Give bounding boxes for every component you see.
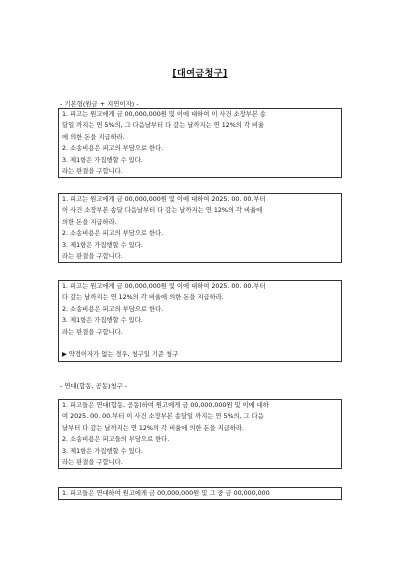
document-title: [대여금청구] (172, 69, 228, 79)
claim-line: 1. 피고들은 연대하여 원고에게 금 00,000,000원 및 그 중 금 00,000,000 (62, 490, 270, 497)
claim-line: 라는 판결을 구합니다. (62, 328, 123, 336)
claim-line: 달일 까지는 연 5%의, 그 다음날부터 다 갚는 날까지는 연 12%의 각 비율 (62, 122, 265, 130)
claim-line: 라는 판결을 구합니다. (62, 167, 123, 175)
claim-line: 라는 판결을 구합니다. (62, 252, 123, 260)
claim-box-3 (58, 280, 342, 362)
claim-box-2 (58, 193, 342, 263)
claim-line: 2. 소송비용은 피고들의 부담으로 한다. (62, 436, 170, 444)
claim-box-4 (58, 399, 342, 469)
claim-line: 3. 제1항은 가집행할 수 있다. (62, 447, 143, 455)
claim-line: 의한 돈을 지급하라. (62, 218, 117, 226)
claim-line: 3. 제1항은 가집행할 수 있다. (62, 241, 143, 249)
claim-line: 1. 피고들은 연대(합동, 공동)하여 원고에게 금 00,000,000원 및 이에 대하 (62, 402, 269, 409)
claim-line: 여 2025. 00. 00.부터 이 사건 소장부본 송달일 까지는 연 5%의, 그 다음 (62, 413, 264, 421)
claim-line: 1. 피고는 원고에게 금 00,000,000원 및 이에 대하여 이 사건 소장부본 송 (62, 111, 266, 118)
claim-line-blank (62, 338, 339, 349)
claim-line: 3. 제1항은 가집행할 수 있다. (62, 317, 143, 325)
section-heading-joint: - 연대(합동, 공동)청구 - (60, 382, 128, 390)
claim-line: 2. 소송비용은 피고의 부담으로 한다. (62, 305, 164, 313)
note-line: ▶ 약정이자가 없는 경우, 청구일 기준 청구 (62, 351, 179, 359)
claim-box-1 (58, 108, 342, 178)
claim-line: 이 사건 소장부본 송달 다음날부터 다 갚는 날까지는 연 12%의 각 비율에 (62, 207, 263, 215)
claim-box-5 (58, 487, 342, 500)
claim-line: 2. 소송비용은 피고의 부담으로 한다. (62, 145, 164, 153)
claim-line: 1. 피고는 원고에게 금 00,000,000원 및 이에 대하여 2025. 00. 00.부터 (62, 283, 266, 290)
claim-line: 2. 소송비용은 피고의 부담으로 한다. (62, 230, 164, 238)
claim-line: 3. 제1항은 가집행할 수 있다. (62, 156, 143, 164)
claim-line: 라는 판결을 구합니다. (62, 458, 123, 466)
claim-line: 에 의한 돈을 지급하라. (62, 133, 125, 141)
claim-line: 날부터 다 갚는 날까지는 연 12%의 각 비율에 의한 돈을 지급하라. (62, 424, 245, 432)
section-heading-basic: - 기본형(원금 + 지연이자) - (60, 100, 139, 108)
claim-line: 1. 피고는 원고에게 금 00,000,000원 및 이에 대하여 2025. 00. 00.부터 (62, 196, 266, 203)
claim-line: 다 갚는 날까지는 연 12%의 각 비율에 의한 돈을 지급하라. (62, 294, 224, 302)
